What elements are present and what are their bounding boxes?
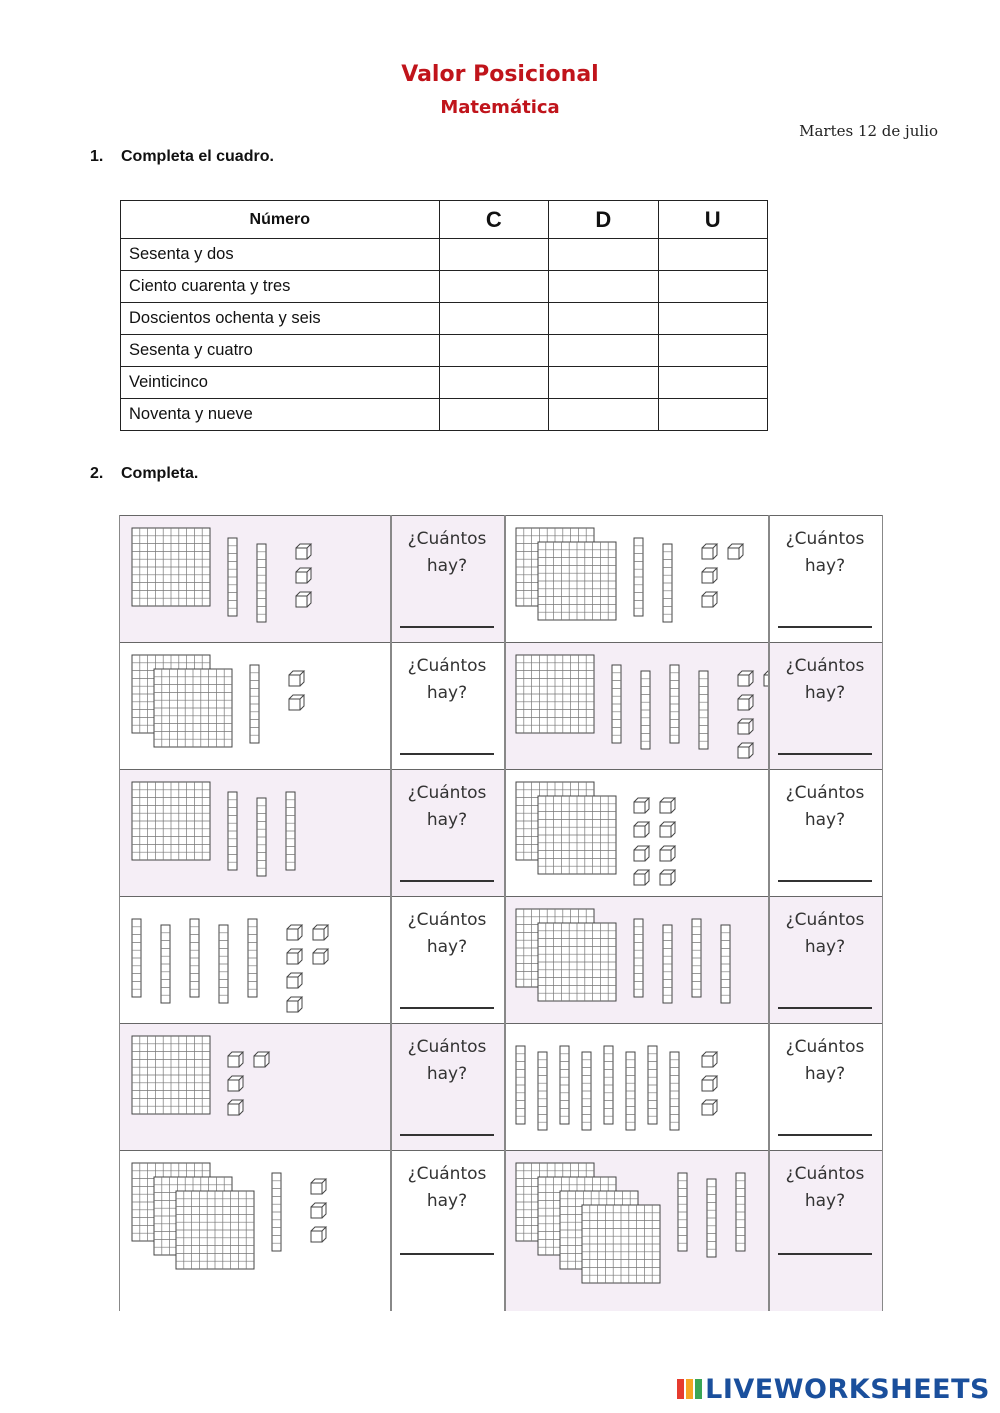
unit-cube — [287, 925, 302, 940]
table-row — [121, 399, 768, 431]
ten-rod — [663, 544, 672, 622]
ten-rod — [663, 925, 672, 1003]
instruction-1 — [90, 148, 274, 166]
ten-rod — [641, 671, 650, 749]
unit-cube — [289, 671, 304, 686]
base-ten-blocks — [504, 643, 768, 770]
ten-rod — [612, 665, 621, 743]
column-header-number: Número — [121, 201, 440, 239]
instruction-2-text: Completa. — [121, 465, 199, 482]
unit-cube — [738, 719, 753, 734]
question-cell — [390, 642, 504, 769]
answer-u[interactable] — [658, 335, 768, 367]
answer-c[interactable] — [439, 303, 548, 335]
hundred-flat — [132, 782, 210, 860]
date-label: Martes 12 de julio — [799, 122, 938, 140]
question-text: ¿Cuántos hay? — [407, 783, 487, 830]
blocks-cell — [504, 1023, 768, 1150]
base-ten-blocks — [504, 1151, 768, 1312]
question-cell — [768, 1150, 882, 1311]
ten-rod — [648, 1046, 657, 1124]
question-text: ¿Cuántos hay? — [785, 1164, 865, 1211]
row-label: Noventa y nueve — [121, 399, 440, 431]
ten-rod — [626, 1052, 635, 1130]
ten-rod — [634, 538, 643, 616]
blocks-cell — [504, 769, 768, 896]
base-ten-blocks — [504, 516, 768, 643]
base-ten-blocks — [120, 897, 390, 1024]
unit-cube — [228, 1052, 243, 1067]
question-text: ¿Cuántos hay? — [407, 1037, 487, 1084]
answer-line[interactable] — [400, 1253, 494, 1255]
row-label: Sesenta y cuatro — [121, 335, 440, 367]
answer-d[interactable] — [549, 335, 658, 367]
question-cell — [768, 769, 882, 896]
ten-rod — [707, 1179, 716, 1257]
unit-cube — [702, 1100, 717, 1115]
unit-cube — [287, 997, 302, 1012]
unit-cube — [728, 544, 743, 559]
unit-cube — [228, 1076, 243, 1091]
ten-rod — [560, 1046, 569, 1124]
ten-rod — [250, 665, 259, 743]
answer-d[interactable] — [549, 303, 658, 335]
table-row — [121, 335, 768, 367]
answer-c[interactable] — [439, 239, 548, 271]
question-cell — [390, 515, 504, 642]
blocks-cell — [120, 896, 390, 1023]
base-ten-blocks — [120, 516, 390, 643]
blocks-cell — [120, 515, 390, 642]
question-text: ¿Cuántos hay? — [785, 1037, 865, 1084]
question-text: ¿Cuántos hay? — [407, 910, 487, 957]
answer-u[interactable] — [658, 271, 768, 303]
unit-cube — [738, 695, 753, 710]
row-label: Veinticinco — [121, 367, 440, 399]
question-cell — [390, 769, 504, 896]
base-ten-grid — [119, 515, 883, 1311]
unit-cube — [254, 1052, 269, 1067]
unit-cube — [660, 870, 675, 885]
ten-rod — [678, 1173, 687, 1251]
answer-line[interactable] — [400, 1007, 494, 1009]
question-text: ¿Cuántos hay? — [785, 910, 865, 957]
ten-rod — [736, 1173, 745, 1251]
ten-rod — [257, 544, 266, 622]
hundred-flat — [132, 528, 210, 606]
question-cell — [390, 1150, 504, 1311]
instruction-1-number: 1. — [90, 148, 104, 165]
question-text: ¿Cuántos hay? — [785, 783, 865, 830]
answer-u[interactable] — [658, 367, 768, 399]
answer-line[interactable] — [400, 1134, 494, 1136]
answer-u[interactable] — [658, 303, 768, 335]
answer-u[interactable] — [658, 399, 768, 431]
hundred-flat — [132, 1036, 210, 1114]
page-title: Valor Posicional — [401, 62, 599, 87]
table-row — [121, 303, 768, 335]
answer-c[interactable] — [439, 367, 548, 399]
answer-u[interactable] — [658, 239, 768, 271]
ten-rod — [190, 919, 199, 997]
base-ten-blocks — [120, 1024, 390, 1151]
answer-line[interactable] — [778, 1007, 872, 1009]
question-cell — [768, 896, 882, 1023]
ten-rod — [286, 792, 295, 870]
question-text: ¿Cuántos hay? — [785, 529, 865, 576]
row-label: Doscientos ochenta y seis — [121, 303, 440, 335]
place-value-table — [120, 200, 768, 431]
table-header-row — [121, 201, 768, 239]
answer-d[interactable] — [549, 399, 658, 431]
column-header-d: D — [549, 201, 658, 239]
brand-text: LIVEWORKSHEETS — [705, 1374, 990, 1405]
unit-cube — [634, 870, 649, 885]
blocks-cell — [120, 769, 390, 896]
unit-cube — [702, 568, 717, 583]
question-cell — [768, 1023, 882, 1150]
hundred-flat — [176, 1191, 254, 1269]
hundred-flat — [582, 1205, 660, 1283]
blocks-cell — [504, 515, 768, 642]
question-cell — [768, 642, 882, 769]
ten-rod — [670, 665, 679, 743]
hundred-flat — [538, 796, 616, 874]
hundred-flat — [516, 655, 594, 733]
blocks-cell — [120, 1023, 390, 1150]
unit-cube — [634, 846, 649, 861]
base-ten-blocks — [504, 770, 768, 897]
base-ten-blocks — [120, 643, 390, 770]
base-ten-blocks — [120, 1151, 390, 1312]
answer-line[interactable] — [400, 626, 494, 628]
unit-cube — [296, 544, 311, 559]
ten-rod — [670, 1052, 679, 1130]
unit-cube — [296, 568, 311, 583]
question-cell — [390, 1023, 504, 1150]
answer-c[interactable] — [439, 399, 548, 431]
unit-cube — [660, 798, 675, 813]
ten-rod — [692, 919, 701, 997]
blocks-cell — [504, 1150, 768, 1311]
grid-divider — [768, 515, 770, 1311]
unit-cube — [702, 544, 717, 559]
unit-cube — [311, 1203, 326, 1218]
answer-line[interactable] — [778, 753, 872, 755]
question-text: ¿Cuántos hay? — [407, 529, 487, 576]
ten-rod — [699, 671, 708, 749]
base-ten-blocks — [504, 1024, 768, 1151]
ten-rod — [538, 1052, 547, 1130]
unit-cube — [660, 822, 675, 837]
instruction-1-text: Completa el cuadro. — [121, 148, 274, 165]
blocks-cell — [120, 1150, 390, 1311]
column-header-u: U — [658, 201, 768, 239]
ten-rod — [272, 1173, 281, 1251]
row-label: Ciento cuarenta y tres — [121, 271, 440, 303]
unit-cube — [702, 592, 717, 607]
blocks-cell — [504, 896, 768, 1023]
row-label: Sesenta y dos — [121, 239, 440, 271]
ten-rod — [721, 925, 730, 1003]
grid-divider — [504, 515, 506, 1311]
ten-rod — [228, 538, 237, 616]
question-cell — [390, 896, 504, 1023]
unit-cube — [313, 925, 328, 940]
base-ten-blocks — [120, 770, 390, 897]
ten-rod — [248, 919, 257, 997]
answer-line[interactable] — [778, 626, 872, 628]
hundred-flat — [538, 542, 616, 620]
liveworksheets-logo-icon — [677, 1377, 703, 1401]
answer-c[interactable] — [439, 335, 548, 367]
unit-cube — [311, 1179, 326, 1194]
page-subtitle: Matemática — [440, 97, 560, 118]
ten-rod — [634, 919, 643, 997]
blocks-cell — [504, 642, 768, 769]
unit-cube — [634, 822, 649, 837]
ten-rod — [219, 925, 228, 1003]
answer-line[interactable] — [778, 1253, 872, 1255]
hundred-flat — [154, 669, 232, 747]
hundred-flat — [538, 923, 616, 1001]
unit-cube — [311, 1227, 326, 1242]
ten-rod — [604, 1046, 613, 1124]
question-text: ¿Cuántos hay? — [785, 656, 865, 703]
question-text: ¿Cuántos hay? — [407, 656, 487, 703]
blocks-cell — [120, 642, 390, 769]
unit-cube — [702, 1052, 717, 1067]
unit-cube — [289, 695, 304, 710]
answer-c[interactable] — [439, 271, 548, 303]
unit-cube — [287, 949, 302, 964]
column-header-c: C — [439, 201, 548, 239]
unit-cube — [228, 1100, 243, 1115]
ten-rod — [257, 798, 266, 876]
ten-rod — [582, 1052, 591, 1130]
instruction-2 — [90, 465, 198, 483]
answer-line[interactable] — [778, 1134, 872, 1136]
unit-cube — [634, 798, 649, 813]
unit-cube — [660, 846, 675, 861]
table-row — [121, 367, 768, 399]
unit-cube — [738, 743, 753, 758]
unit-cube — [738, 671, 753, 686]
answer-d[interactable] — [549, 367, 658, 399]
question-text: ¿Cuántos hay? — [407, 1164, 487, 1211]
answer-d[interactable] — [549, 271, 658, 303]
ten-rod — [516, 1046, 525, 1124]
unit-cube — [296, 592, 311, 607]
table-row — [121, 271, 768, 303]
ten-rod — [161, 925, 170, 1003]
unit-cube — [287, 973, 302, 988]
answer-line[interactable] — [778, 880, 872, 882]
ten-rod — [132, 919, 141, 997]
liveworksheets-brand — [677, 1374, 990, 1405]
answer-d[interactable] — [549, 239, 658, 271]
instruction-2-number: 2. — [90, 465, 104, 482]
unit-cube — [313, 949, 328, 964]
base-ten-blocks — [504, 897, 768, 1024]
grid-divider — [390, 515, 392, 1311]
ten-rod — [228, 792, 237, 870]
table-row — [121, 239, 768, 271]
answer-line[interactable] — [400, 753, 494, 755]
answer-line[interactable] — [400, 880, 494, 882]
question-cell — [768, 515, 882, 642]
unit-cube — [702, 1076, 717, 1091]
